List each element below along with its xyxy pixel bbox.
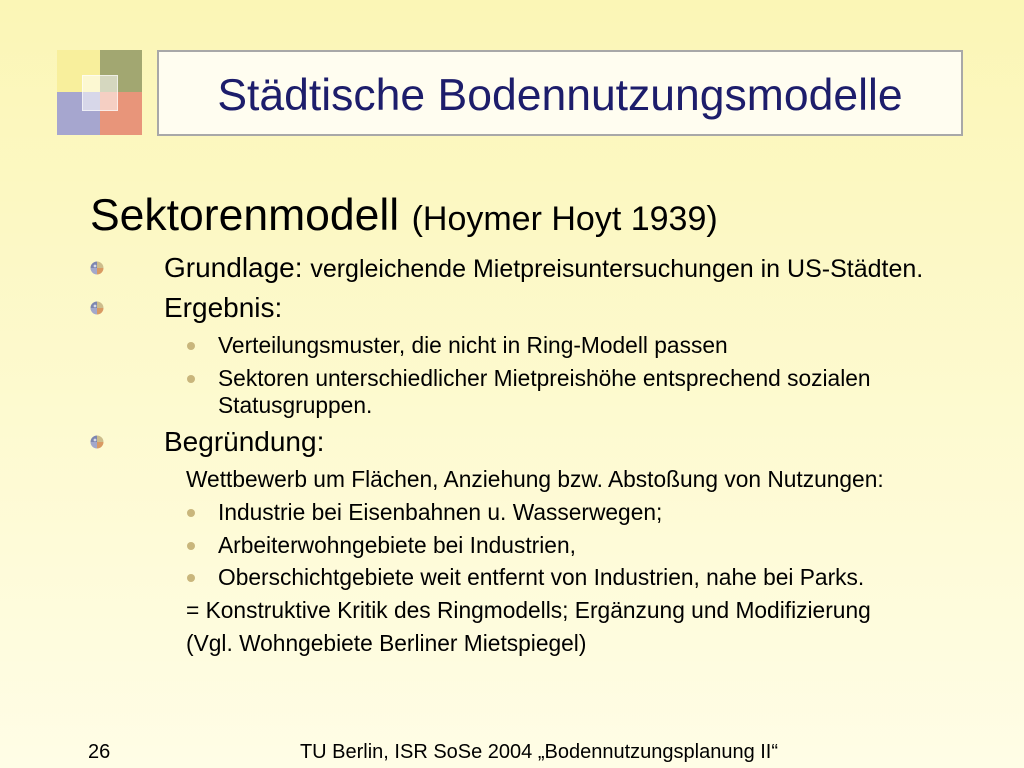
gem-highlight <box>94 265 97 268</box>
sub-bullet-item <box>218 534 576 557</box>
gem-facet <box>91 302 98 309</box>
sub-bullet-item <box>218 334 728 357</box>
gem-facet <box>97 442 104 449</box>
sub-bullet-text: Verteilungsmuster, die nicht in Ring-Modell passen <box>218 332 728 358</box>
begruendung-intro: Wettbewerb um Flächen, Anziehung bzw. Abstoßung von Nutzungen: <box>186 466 884 492</box>
logo-center-overlay <box>82 75 118 111</box>
begruendung-reference: (Vgl. Wohngebiete Berliner Mietspiegel) <box>186 630 587 656</box>
sub-bullet-text: Oberschichtgebiete weit entfernt von Industrien, nahe bei Parks. <box>218 564 865 590</box>
gem-bullet-icon <box>90 261 104 275</box>
sub-bullet-item <box>218 501 662 524</box>
gem-facet <box>97 308 104 315</box>
gem-facet <box>91 262 98 269</box>
slide-title: Städtische Bodennutzungsmodelle <box>217 71 903 120</box>
gem-facet <box>91 308 98 315</box>
gem-facet <box>97 436 104 443</box>
slide-heading <box>90 191 718 240</box>
sub-bullet-text: Sektoren unterschiedlicher Mietpreishöhe entsprechend sozialen Statusgruppen. <box>218 365 871 418</box>
sub-bullet-text: Arbeiterwohngebiete bei Industrien, <box>218 532 576 558</box>
gem-facet <box>91 436 98 443</box>
sub-bullet-text: Industrie bei Eisenbahnen u. Wasserwegen; <box>218 499 663 525</box>
dot-bullet-icon <box>187 375 195 383</box>
dot-bullet-icon <box>187 509 195 517</box>
sub-bullet-item <box>218 365 918 419</box>
gem-highlight <box>94 305 97 308</box>
gem-bullet-icon <box>90 435 104 449</box>
begruendung-conclusion: = Konstruktive Kritik des Ringmodells; Ergänzung und Modifizierung <box>186 597 871 623</box>
gem-facet <box>97 262 104 269</box>
bullet-grundlage <box>164 254 923 282</box>
title-box <box>157 50 963 136</box>
gem-facet <box>97 302 104 309</box>
bullet-begruendung <box>164 428 324 456</box>
gem-facet <box>91 268 98 275</box>
dot-bullet-icon <box>187 574 195 582</box>
bullet-label: Ergebnis: <box>164 292 283 323</box>
gem-facet <box>91 442 98 449</box>
footer-text: TU Berlin, ISR SoSe 2004 „Bodennutzungsplanung II“ <box>299 741 779 763</box>
gem-bullet-icon <box>90 301 104 315</box>
bullet-label: Grundlage: <box>164 252 303 283</box>
heading-model-name: Sektorenmodell <box>90 191 400 240</box>
bullet-ergebnis <box>164 294 282 322</box>
four-square-logo-icon <box>57 50 142 135</box>
gem-highlight <box>94 439 97 442</box>
sub-bullet-item <box>218 566 864 589</box>
gem-facet <box>97 268 104 275</box>
dot-bullet-icon <box>187 342 195 350</box>
bullet-label: Begründung: <box>164 426 325 457</box>
heading-author-year: (Hoymer Hoyt 1939) <box>411 200 718 238</box>
dot-bullet-icon <box>187 542 195 550</box>
slide-number: 26 <box>88 741 111 763</box>
bullet-text: vergleichende Mietpreisuntersuchungen in US-Städten. <box>310 255 924 283</box>
